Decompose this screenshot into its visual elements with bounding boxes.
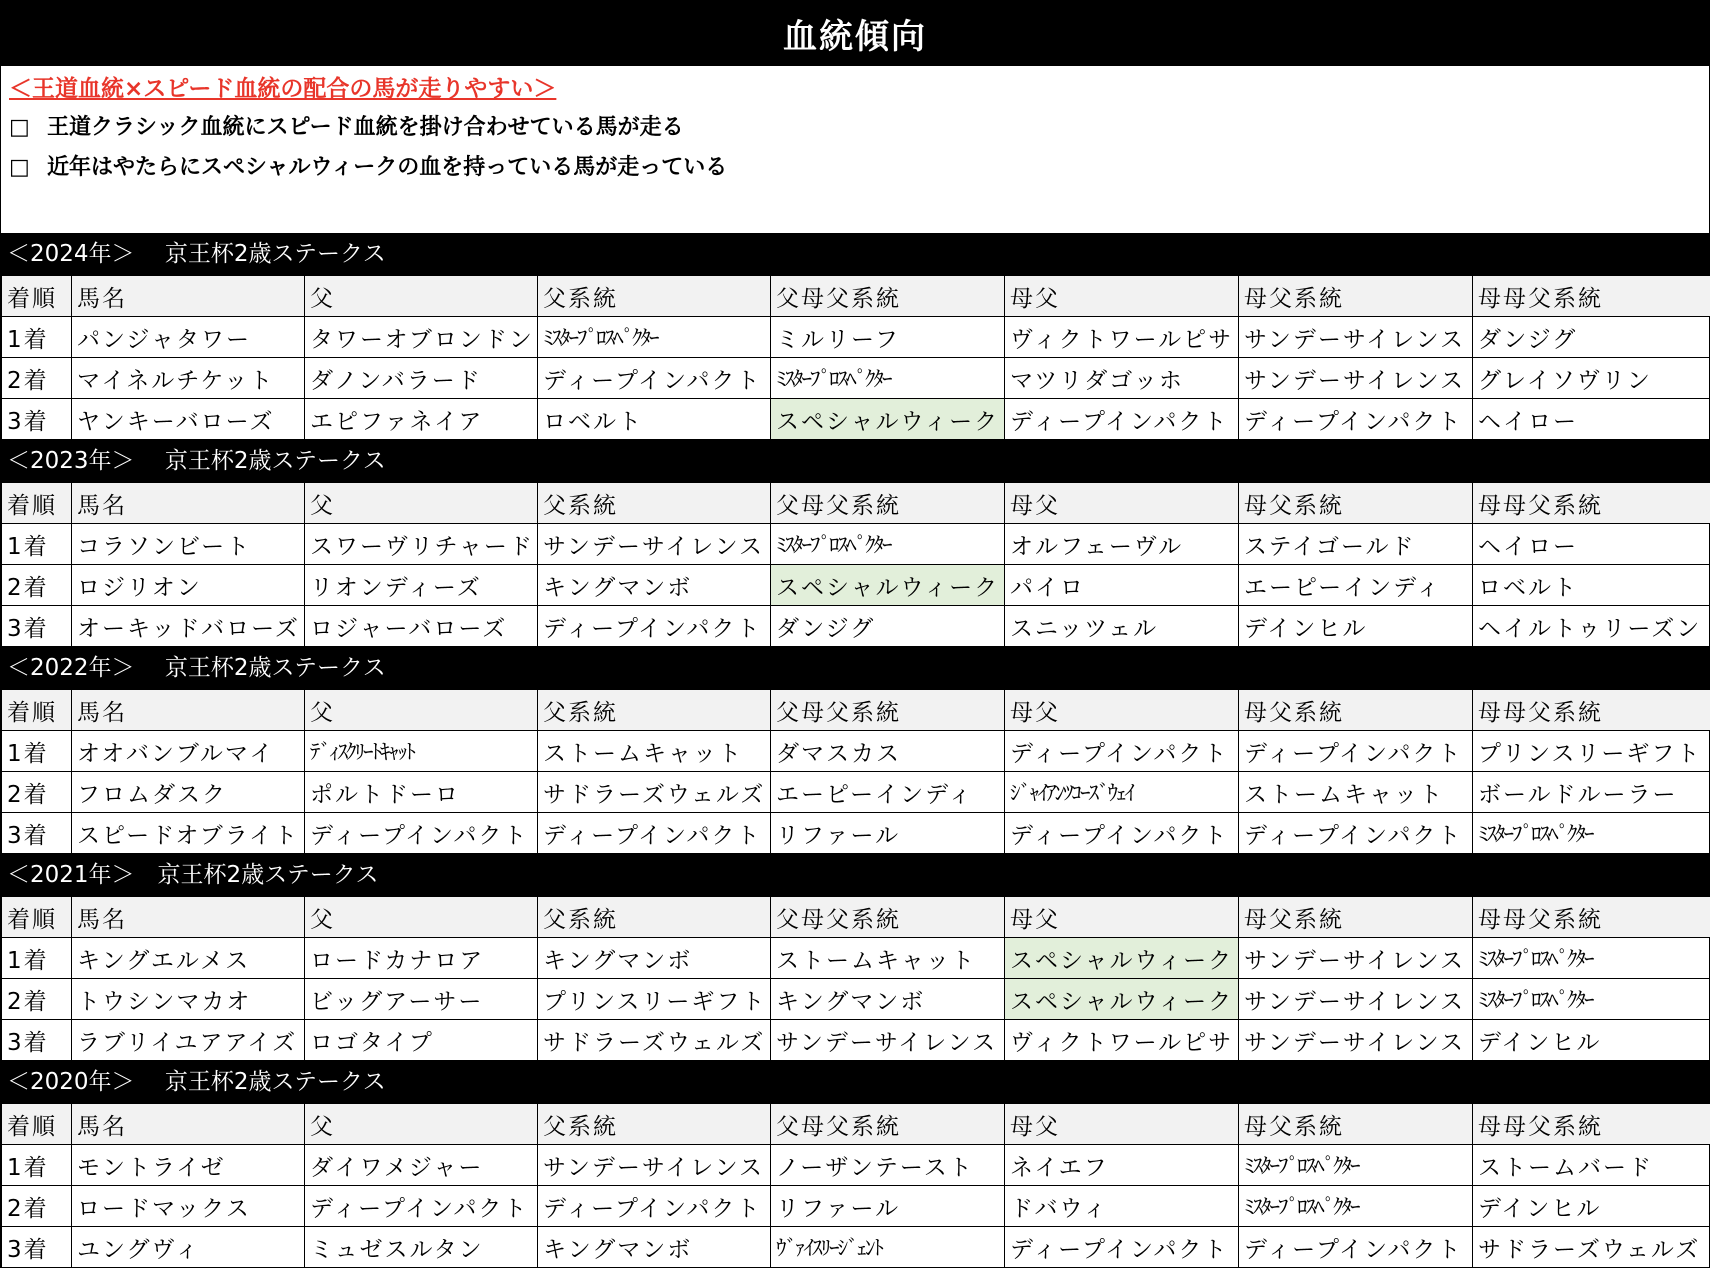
table-header-row	[2, 897, 1710, 938]
table-cell: ディープインパクト	[1005, 399, 1239, 440]
table-cell: ディープインパクト	[1239, 731, 1473, 772]
table-cell: タワーオブロンドン	[305, 317, 538, 358]
table-cell: ディープインパクト	[538, 1186, 771, 1227]
checkbox-icon: □	[9, 115, 30, 140]
notes-section	[1, 66, 1709, 233]
table-row	[2, 731, 1710, 772]
table-cell: ビッグアーサー	[305, 979, 538, 1020]
table-cell: グレイソヴリン	[1473, 358, 1710, 399]
table-cell: 2着	[2, 358, 72, 399]
table-row	[2, 606, 1710, 647]
column-header: 母母父系統	[1473, 276, 1710, 317]
table-cell: ﾐｽﾀｰﾌﾟﾛｽﾍﾟｸﾀｰ	[538, 317, 771, 358]
headline: ＜王道血統×スピード血統の配合の馬が走りやすい＞	[9, 76, 557, 102]
column-header: 馬名	[72, 897, 305, 938]
year-block	[1, 440, 1709, 647]
table-cell: プリンスリーギフト	[1473, 731, 1710, 772]
column-header: 父	[305, 276, 538, 317]
column-header: 父系統	[538, 483, 771, 524]
table-cell: ディープインパクト	[305, 1186, 538, 1227]
table-cell: オーキッドバローズ	[72, 606, 305, 647]
column-header: 父系統	[538, 1104, 771, 1145]
table-cell: エピファネイア	[305, 399, 538, 440]
column-header: 母母父系統	[1473, 690, 1710, 731]
table-cell: パイロ	[1005, 565, 1239, 606]
table-cell: ディープインパクト	[1005, 731, 1239, 772]
table-cell: リファール	[771, 1186, 1005, 1227]
column-header: 母父	[1005, 276, 1239, 317]
table-header-row	[2, 690, 1710, 731]
column-header: 父母父系統	[771, 690, 1005, 731]
table-cell: デインヒル	[1239, 606, 1473, 647]
column-header: 父	[305, 690, 538, 731]
table-cell: ヘイロー	[1473, 399, 1710, 440]
column-header: 母母父系統	[1473, 1104, 1710, 1145]
table-cell: ディープインパクト	[1239, 399, 1473, 440]
table-cell: ダマスカス	[771, 731, 1005, 772]
column-header: 馬名	[72, 483, 305, 524]
column-header: 母父	[1005, 1104, 1239, 1145]
table-cell: ﾐｽﾀｰﾌﾟﾛｽﾍﾟｸﾀｰ	[1239, 1186, 1473, 1227]
table-cell: ｳﾞｧｲｽﾘｰｼﾞｪﾝﾄ	[771, 1227, 1005, 1268]
note-text: 王道クラシック血統にスピード血統を掛け合わせている馬が走る	[47, 115, 684, 140]
table-cell: スペシャルウィーク	[1005, 938, 1239, 979]
table-row	[2, 938, 1710, 979]
table-cell: ディープインパクト	[1005, 813, 1239, 854]
table-cell: キングマンボ	[771, 979, 1005, 1020]
column-header: 馬名	[72, 276, 305, 317]
table-cell: 3着	[2, 813, 72, 854]
column-header: 母父系統	[1239, 276, 1473, 317]
note-item	[1, 108, 1709, 148]
year-block	[1, 1061, 1709, 1268]
table-cell: ﾐｽﾀｰﾌﾟﾛｽﾍﾟｸﾀｰ	[1473, 979, 1710, 1020]
table-cell: 3着	[2, 399, 72, 440]
table-cell: ダノンバラード	[305, 358, 538, 399]
table-cell: マツリダゴッホ	[1005, 358, 1239, 399]
table-cell: サンデーサイレンス	[1239, 979, 1473, 1020]
table-header-row	[2, 1104, 1710, 1145]
table-row	[2, 813, 1710, 854]
table-cell: 3着	[2, 1020, 72, 1061]
year-block	[1, 233, 1709, 440]
table-cell: キングマンボ	[538, 1227, 771, 1268]
column-header: 母父	[1005, 483, 1239, 524]
table-cell: ヴィクトワールピサ	[1005, 317, 1239, 358]
table-cell: スニッツェル	[1005, 606, 1239, 647]
table-cell: 2着	[2, 565, 72, 606]
table-cell: ヤンキーバローズ	[72, 399, 305, 440]
table-cell: パンジャタワー	[72, 317, 305, 358]
table-cell: サンデーサイレンス	[1239, 938, 1473, 979]
column-header: 母父系統	[1239, 483, 1473, 524]
table-cell: ヘイルトゥリーズン	[1473, 606, 1710, 647]
table-row	[2, 358, 1710, 399]
table-cell: ダンジグ	[1473, 317, 1710, 358]
note-item	[1, 148, 1709, 188]
table-cell: モントライゼ	[72, 1145, 305, 1186]
column-header: 母父	[1005, 897, 1239, 938]
column-header: 母父系統	[1239, 690, 1473, 731]
table-cell: 1着	[2, 938, 72, 979]
table-cell: ロジャーバローズ	[305, 606, 538, 647]
table-cell: サンデーサイレンス	[1239, 317, 1473, 358]
table-cell: トウシンマカオ	[72, 979, 305, 1020]
table-cell: ヴィクトワールピサ	[1005, 1020, 1239, 1061]
checkbox-icon: □	[9, 155, 30, 180]
table-cell: ユングヴィ	[72, 1227, 305, 1268]
table-cell: リファール	[771, 813, 1005, 854]
table-cell: キングマンボ	[538, 938, 771, 979]
table-cell: 3着	[2, 1227, 72, 1268]
table-cell: ロードマックス	[72, 1186, 305, 1227]
table-cell: ヘイロー	[1473, 524, 1710, 565]
column-header: 父系統	[538, 897, 771, 938]
table-cell: サンデーサイレンス	[771, 1020, 1005, 1061]
year-results	[1, 233, 1709, 1268]
table-cell: コラソンビート	[72, 524, 305, 565]
column-header: 着順	[2, 483, 72, 524]
table-cell: サドラーズウェルズ	[1473, 1227, 1710, 1268]
table-cell: ラブリイユアアイズ	[72, 1020, 305, 1061]
table-cell: マイネルチケット	[72, 358, 305, 399]
table-cell: エーピーインディ	[1239, 565, 1473, 606]
table-cell: ディープインパクト	[1239, 813, 1473, 854]
column-header: 着順	[2, 276, 72, 317]
table-cell: フロムダスク	[72, 772, 305, 813]
table-row	[2, 772, 1710, 813]
column-header: 父母父系統	[771, 1104, 1005, 1145]
column-header: 父母父系統	[771, 897, 1005, 938]
table-cell: ロードカナロア	[305, 938, 538, 979]
table-cell: 3着	[2, 606, 72, 647]
table-cell: スピードオブライト	[72, 813, 305, 854]
table-cell: ロゴタイプ	[305, 1020, 538, 1061]
results-table	[1, 689, 1710, 854]
table-row	[2, 1186, 1710, 1227]
table-cell: ロジリオン	[72, 565, 305, 606]
table-cell: ミルリーフ	[771, 317, 1005, 358]
note-text: 近年はやたらにスペシャルウィークの血を持っている馬が走っている	[47, 155, 728, 180]
column-header: 母母父系統	[1473, 897, 1710, 938]
table-row	[2, 979, 1710, 1020]
table-cell: ディープインパクト	[305, 813, 538, 854]
table-row	[2, 1227, 1710, 1268]
table-cell: 1着	[2, 524, 72, 565]
table-cell: ダンジグ	[771, 606, 1005, 647]
table-cell: 1着	[2, 731, 72, 772]
table-cell: サドラーズウェルズ	[538, 1020, 771, 1061]
year-header: ＜2020年＞ 京王杯2歳ステークス	[1, 1061, 1709, 1103]
table-cell: サンデーサイレンス	[538, 524, 771, 565]
sheet-title: 血統傾向	[1, 0, 1709, 66]
column-header: 馬名	[72, 1104, 305, 1145]
table-header-row	[2, 276, 1710, 317]
column-header: 母母父系統	[1473, 483, 1710, 524]
table-cell: ネイエフ	[1005, 1145, 1239, 1186]
table-row	[2, 524, 1710, 565]
year-header: ＜2022年＞ 京王杯2歳ステークス	[1, 647, 1709, 689]
table-cell: ディープインパクト	[538, 813, 771, 854]
table-cell: ノーザンテースト	[771, 1145, 1005, 1186]
table-cell: スワーヴリチャード	[305, 524, 538, 565]
results-table	[1, 482, 1710, 647]
table-cell: ディープインパクト	[1239, 1227, 1473, 1268]
table-cell: リオンディーズ	[305, 565, 538, 606]
table-cell: ストームキャット	[1239, 772, 1473, 813]
table-cell: ドバウィ	[1005, 1186, 1239, 1227]
year-block	[1, 647, 1709, 854]
column-header: 馬名	[72, 690, 305, 731]
table-row	[2, 317, 1710, 358]
column-header: 母父系統	[1239, 897, 1473, 938]
table-cell: ディープインパクト	[538, 606, 771, 647]
table-cell: オオバンブルマイ	[72, 731, 305, 772]
table-cell: ストームキャット	[538, 731, 771, 772]
table-cell: ストームバード	[1473, 1145, 1710, 1186]
table-cell: ﾐｽﾀｰﾌﾟﾛｽﾍﾟｸﾀｰ	[1239, 1145, 1473, 1186]
table-row	[2, 1145, 1710, 1186]
column-header: 父	[305, 897, 538, 938]
column-header: 母父系統	[1239, 1104, 1473, 1145]
table-cell: 1着	[2, 317, 72, 358]
column-header: 父母父系統	[771, 483, 1005, 524]
table-cell: キングエルメス	[72, 938, 305, 979]
column-header: 父系統	[538, 690, 771, 731]
table-cell: エーピーインディ	[771, 772, 1005, 813]
column-header: 着順	[2, 897, 72, 938]
table-header-row	[2, 483, 1710, 524]
table-cell: ポルトドーロ	[305, 772, 538, 813]
table-cell: プリンスリーギフト	[538, 979, 771, 1020]
table-cell: ディープインパクト	[538, 358, 771, 399]
table-cell: ｼﾞｬｲｱﾝﾂｺｰｽﾞｳｪｲ	[1005, 772, 1239, 813]
table-row	[2, 399, 1710, 440]
table-cell: スペシャルウィーク	[1005, 979, 1239, 1020]
column-header: 母父	[1005, 690, 1239, 731]
column-header: 父	[305, 1104, 538, 1145]
table-cell: 1着	[2, 1145, 72, 1186]
year-block	[1, 854, 1709, 1061]
year-header: ＜2024年＞ 京王杯2歳ステークス	[1, 233, 1709, 275]
results-table	[1, 1103, 1710, 1268]
table-cell: サドラーズウェルズ	[538, 772, 771, 813]
year-header: ＜2021年＞ 京王杯2歳ステークス	[1, 854, 1709, 896]
table-cell: ストームキャット	[771, 938, 1005, 979]
table-cell: オルフェーヴル	[1005, 524, 1239, 565]
table-cell: ﾐｽﾀｰﾌﾟﾛｽﾍﾟｸﾀｰ	[1473, 938, 1710, 979]
table-cell: サンデーサイレンス	[1239, 358, 1473, 399]
results-table	[1, 275, 1710, 440]
table-cell: キングマンボ	[538, 565, 771, 606]
table-row	[2, 565, 1710, 606]
column-header: 父	[305, 483, 538, 524]
year-header: ＜2023年＞ 京王杯2歳ステークス	[1, 440, 1709, 482]
table-cell: デインヒル	[1473, 1186, 1710, 1227]
table-cell: ダイワメジャー	[305, 1145, 538, 1186]
column-header: 父母父系統	[771, 276, 1005, 317]
table-cell: 2着	[2, 772, 72, 813]
table-cell: サンデーサイレンス	[538, 1145, 771, 1186]
table-cell: ﾐｽﾀｰﾌﾟﾛｽﾍﾟｸﾀｰ	[771, 358, 1005, 399]
results-table	[1, 896, 1710, 1061]
column-header: 父系統	[538, 276, 771, 317]
table-cell: ロベルト	[1473, 565, 1710, 606]
table-cell: ボールドルーラー	[1473, 772, 1710, 813]
table-cell: スペシャルウィーク	[771, 399, 1005, 440]
table-cell: ミュゼスルタン	[305, 1227, 538, 1268]
table-cell: ﾃﾞｨｽｸﾘｰﾄｷｬｯﾄ	[305, 731, 538, 772]
table-cell: ロベルト	[538, 399, 771, 440]
table-row	[2, 1020, 1710, 1061]
table-cell: 2着	[2, 979, 72, 1020]
table-cell: 2着	[2, 1186, 72, 1227]
table-cell: ステイゴールド	[1239, 524, 1473, 565]
table-cell: デインヒル	[1473, 1020, 1710, 1061]
column-header: 着順	[2, 690, 72, 731]
column-header: 着順	[2, 1104, 72, 1145]
table-cell: ﾐｽﾀｰﾌﾟﾛｽﾍﾟｸﾀｰ	[771, 524, 1005, 565]
table-cell: サンデーサイレンス	[1239, 1020, 1473, 1061]
table-cell: スペシャルウィーク	[771, 565, 1005, 606]
table-cell: ディープインパクト	[1005, 1227, 1239, 1268]
table-cell: ﾐｽﾀｰﾌﾟﾛｽﾍﾟｸﾀｰ	[1473, 813, 1710, 854]
